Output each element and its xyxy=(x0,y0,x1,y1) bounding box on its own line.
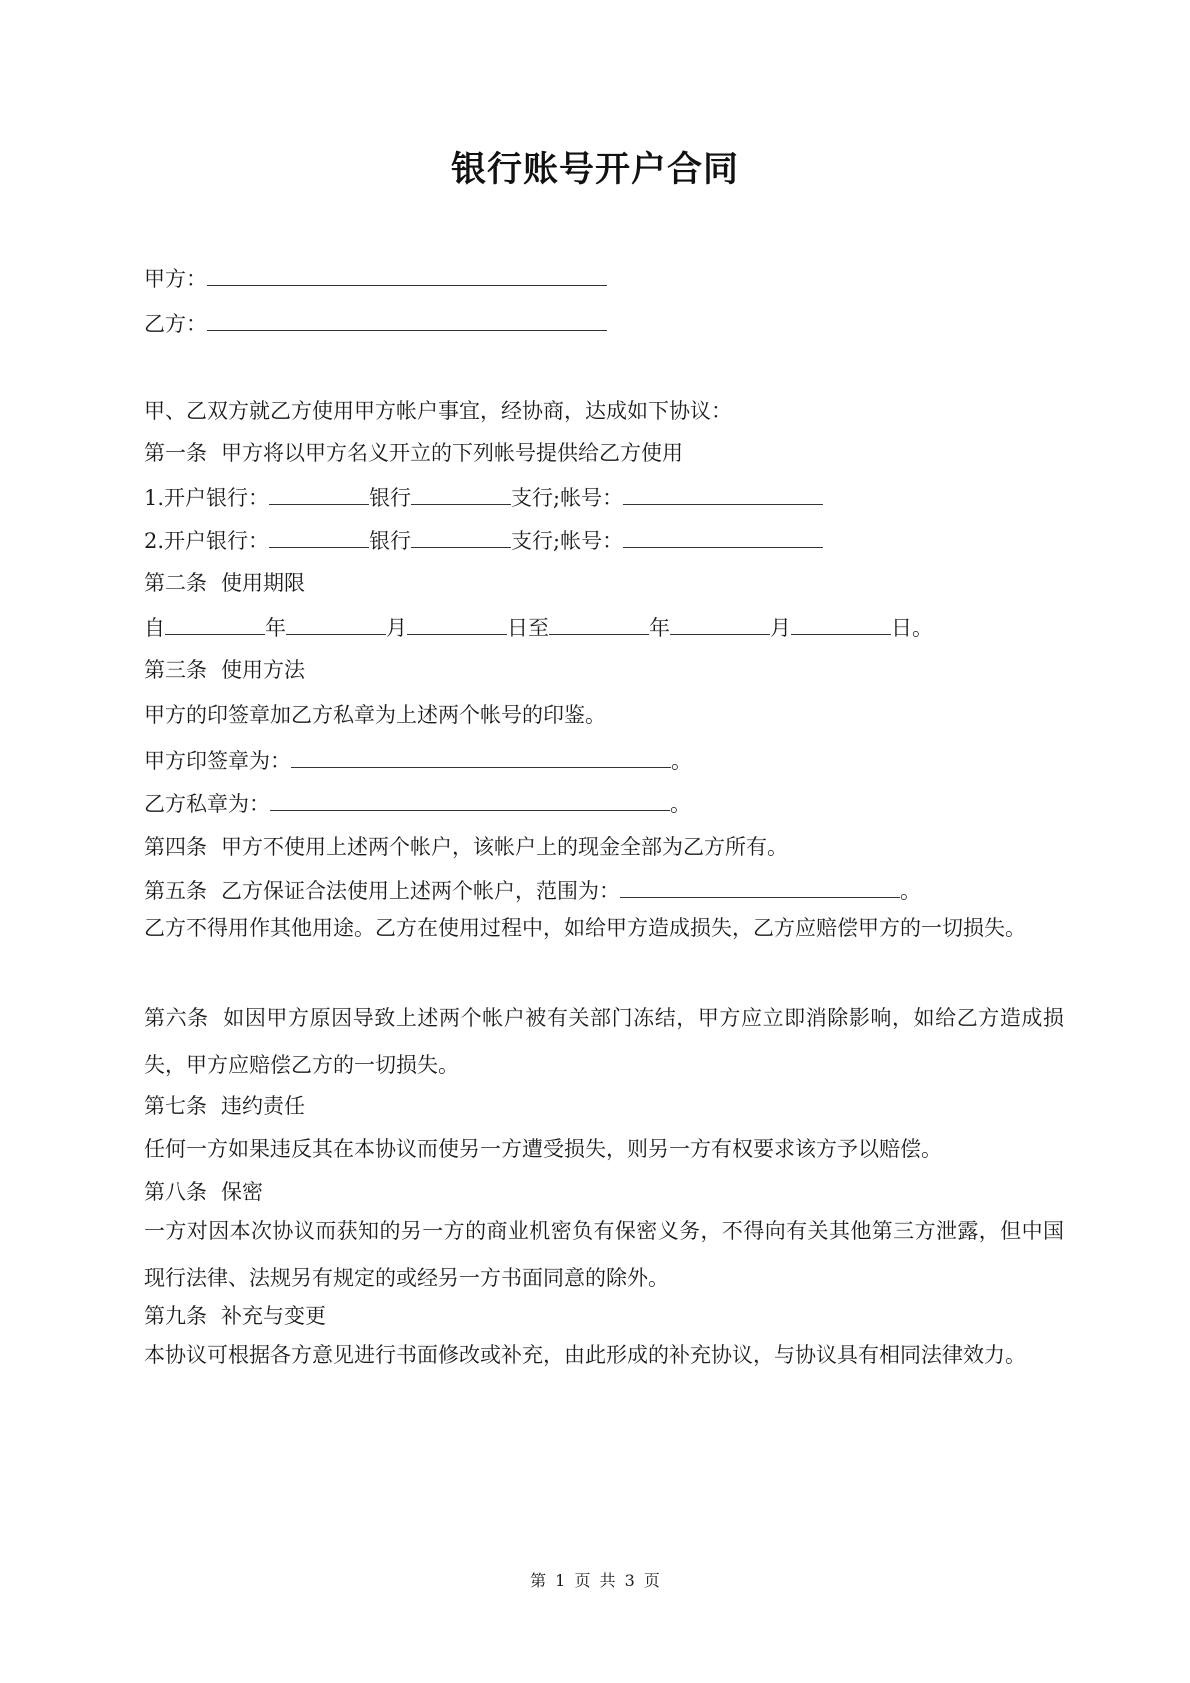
article-1 xyxy=(144,438,1064,468)
article-5 xyxy=(144,875,1064,906)
account-1-bank-label: 银行 xyxy=(369,486,412,510)
article-8-text: 保密 xyxy=(221,1180,263,1204)
seal-a-blank xyxy=(291,745,671,768)
article-3-heading: 第三条 xyxy=(144,658,207,682)
article-6-heading: 第六条 xyxy=(144,1006,209,1030)
page-total-number: 3 xyxy=(624,1571,635,1590)
article-3 xyxy=(144,655,1064,685)
seal-a-label: 甲方印签章为： xyxy=(144,749,291,773)
period-start-month-blank xyxy=(286,612,386,635)
page-suffix: 页 xyxy=(643,1571,660,1590)
article-8 xyxy=(144,1177,1064,1207)
period-end-month-blank xyxy=(670,612,770,635)
page-footer xyxy=(0,1570,1190,1592)
seal-b-label: 乙方私章为： xyxy=(144,792,270,816)
party-a-label: 甲方： xyxy=(144,267,207,291)
period-end-year-blank xyxy=(549,612,649,635)
period-month-label: 月 xyxy=(386,616,407,640)
article-5-paragraph: 乙方不得用作其他用途。乙方在使用过程中，如给甲方造成损失，乙方应赔偿甲方的一切损失。 xyxy=(144,916,1026,940)
article-2-heading: 第二条 xyxy=(144,571,207,595)
article-2-text: 使用期限 xyxy=(221,571,305,595)
account-2-prefix: 2.开户银行： xyxy=(144,529,270,553)
article-6-text: 如因甲方原因导致上述两个帐户被有关部门冻结，甲方应立即消除影响，如给乙方造成损失，甲方应赔偿乙方的一切损失。 xyxy=(144,1006,1065,1077)
account-2-bank-blank xyxy=(269,525,369,548)
seal-description: 甲方的印签章加乙方私章为上述两个帐号的印鉴。 xyxy=(144,703,606,727)
account-1-line xyxy=(144,482,1064,513)
article-7-heading: 第七条 xyxy=(144,1094,207,1118)
article-5-text: 乙方保证合法使用上述两个帐户，范围为： xyxy=(221,879,620,903)
party-a-line xyxy=(144,263,1064,294)
page-prefix: 第 xyxy=(530,1571,547,1590)
page-mid-text: 页 共 xyxy=(574,1571,616,1590)
party-b-line xyxy=(144,308,1064,339)
period-start-year-blank xyxy=(165,612,265,635)
article-4-text: 甲方不使用上述两个帐户，该帐户上的现金全部为乙方所有。 xyxy=(221,835,788,859)
account-2-line xyxy=(144,525,1064,556)
article-3-text: 使用方法 xyxy=(221,658,305,682)
seal-a-end: 。 xyxy=(671,749,692,773)
article-7-paragraph: 任何一方如果违反其在本协议而使另一方遭受损失，则另一方有权要求该方予以赔偿。 xyxy=(144,1137,942,1161)
article-9-text: 补充与变更 xyxy=(221,1304,326,1328)
article-9 xyxy=(144,1301,1064,1331)
article-4-heading: 第四条 xyxy=(144,835,207,859)
account-2-branch-blank xyxy=(411,525,511,548)
account-1-branch-label: 支行;帐号： xyxy=(511,486,624,510)
article-7 xyxy=(144,1091,1064,1121)
intro-text: 甲、乙双方就乙方使用甲方帐户事宜，经协商，达成如下协议： xyxy=(144,399,732,423)
party-b-label: 乙方： xyxy=(144,312,207,336)
seal-b-blank xyxy=(270,788,670,811)
article-7-text: 违约责任 xyxy=(221,1094,305,1118)
account-2-branch-label: 支行;帐号： xyxy=(511,529,624,553)
article-1-text: 甲方将以甲方名义开立的下列帐号提供给乙方使用 xyxy=(221,441,683,465)
article-5-end: 。 xyxy=(900,879,921,903)
article-8-paragraph: 一方对因本次协议而获知的另一方的商业机密负有保密义务，不得向有关其他第三方泄露，但中国现行法律、法规另有规定的或经另一方书面同意的除外。 xyxy=(144,1219,1064,1290)
period-end-day-blank xyxy=(791,612,891,635)
period-year-label: 年 xyxy=(265,616,286,640)
article-6 xyxy=(144,995,1064,1089)
seal-b-line xyxy=(144,788,1064,819)
article-4 xyxy=(144,832,1064,862)
seal-a-line xyxy=(144,745,1064,776)
account-1-prefix: 1.开户银行： xyxy=(144,486,270,510)
period-day-end-label: 日。 xyxy=(891,616,933,640)
account-2-bank-label: 银行 xyxy=(369,529,412,553)
article-1-heading: 第一条 xyxy=(144,441,207,465)
party-b-blank xyxy=(207,308,607,331)
article-8-heading: 第八条 xyxy=(144,1180,207,1204)
period-month2-label: 月 xyxy=(770,616,791,640)
account-1-number-blank xyxy=(623,482,823,505)
article-2 xyxy=(144,568,1064,598)
account-1-bank-blank xyxy=(269,482,369,505)
article-9-paragraph: 本协议可根据各方意见进行书面修改或补充，由此形成的补充协议，与协议具有相同法律效力。 xyxy=(144,1343,1026,1367)
party-a-blank xyxy=(207,263,607,286)
article-5-scope-blank xyxy=(620,875,900,898)
article-9-heading: 第九条 xyxy=(144,1304,207,1328)
period-from-label: 自 xyxy=(144,616,165,640)
account-2-number-blank xyxy=(623,525,823,548)
article-5-heading: 第五条 xyxy=(144,879,207,903)
period-start-day-blank xyxy=(407,612,507,635)
period-line xyxy=(144,612,1064,643)
period-year2-label: 年 xyxy=(649,616,670,640)
document-title: 银行账号开户合同 xyxy=(450,150,739,190)
page-current-number: 1 xyxy=(555,1571,566,1590)
period-day-to-label: 日至 xyxy=(507,616,549,640)
account-1-branch-blank xyxy=(411,482,511,505)
seal-b-end: 。 xyxy=(670,792,691,816)
